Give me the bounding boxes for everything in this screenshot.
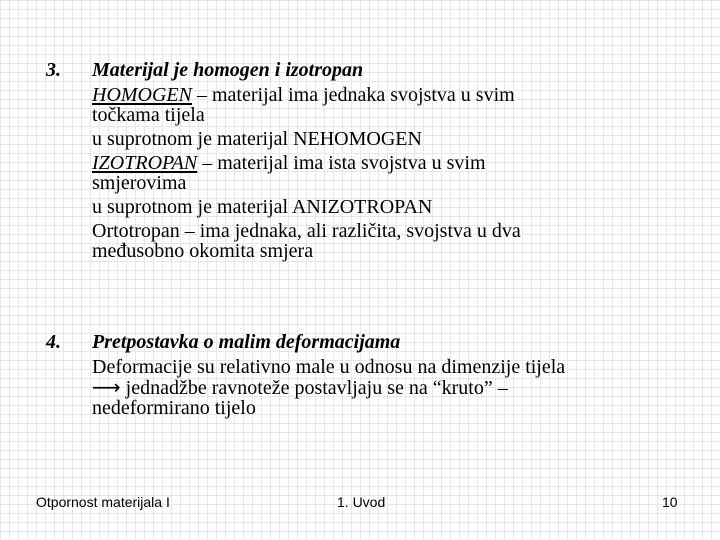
arrow-right-icon: ⟶ — [92, 375, 121, 399]
homogen-term: HOMOGEN — [92, 84, 192, 106]
footer-course: Otpornost materijala I — [36, 494, 170, 510]
item-body — [92, 59, 682, 261]
item-number: 4. — [46, 331, 61, 353]
item-heading: Materijal je homogen i izotropan — [92, 59, 364, 81]
izotropan-opposite: u suprotnom je materijal ANIZOTROPAN — [92, 196, 433, 218]
deformation-line-1: Deformacije su relativno male u odnosu na dimenzije tijela — [92, 356, 566, 378]
izotropan-def-line-2: smjerovima — [92, 172, 187, 194]
izotropan-def-line-1: – materijal ima ista svojstva u svim — [197, 152, 486, 174]
deformation-line-2: jednadžbe ravnoteže postavljaju se na “kruto” – — [120, 377, 508, 399]
homogen-opposite: u suprotnom je materijal NEHOMOGEN — [92, 128, 422, 150]
homogen-def-line-2: točkama tijela — [92, 104, 205, 126]
homogen-def-line-1: – materijal ima jednaka svojstva u svim — [192, 84, 515, 106]
izotropan-term: IZOTROPAN — [92, 152, 198, 174]
item-number: 3. — [46, 59, 61, 81]
deformation-description — [92, 357, 682, 418]
ortotropan-definition — [92, 221, 682, 261]
deformation-line-3: nedeformirano tijelo — [92, 397, 256, 419]
footer-page-number: 10 — [662, 494, 678, 510]
ortotropan-line-2: međusobno okomita smjera — [92, 240, 314, 262]
item-heading: Pretpostavka o malim deformacijama — [92, 331, 401, 353]
item-body — [92, 331, 682, 418]
ortotropan-line-1: Ortotropan – ima jednaka, ali različita, svojstva u dva — [92, 220, 521, 242]
footer-chapter: 1. Uvod — [337, 494, 386, 510]
homogen-definition — [92, 85, 682, 125]
izotropan-definition — [92, 153, 682, 193]
